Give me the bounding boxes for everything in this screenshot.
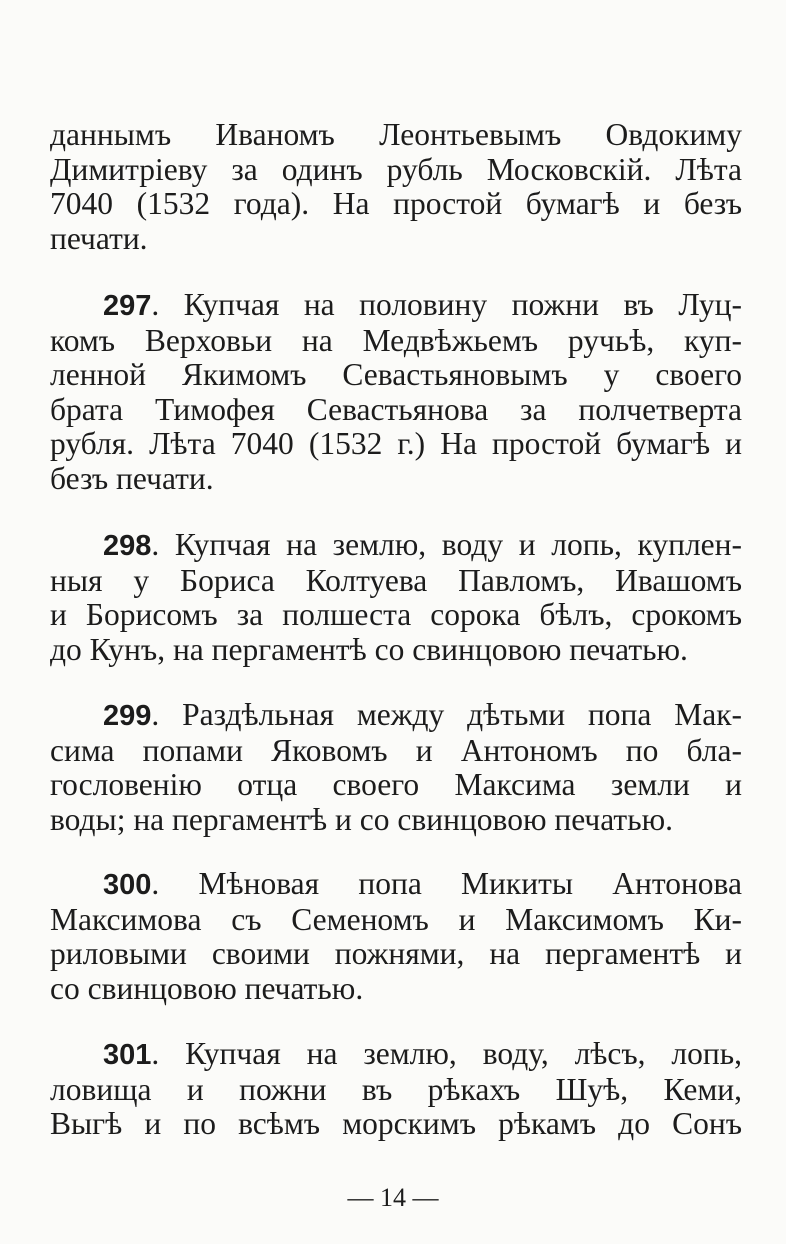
entry-text: . Мѣновая попа Микиты Антонова (151, 866, 742, 901)
text-line: риловыми своими пожнями, на пергаментѣ и (50, 936, 742, 971)
entry-299 (50, 698, 742, 837)
text-line: Максимова съ Семеномъ и Максимомъ Ки- (50, 901, 742, 937)
text-line: воды; на пергаментѣ и со свинцовою печатью. (50, 801, 673, 837)
entry-number: 298 (103, 530, 152, 562)
entry-first-line (50, 698, 742, 734)
text-line: 7040 (1532 года). На простой бумагѣ и безъ (50, 186, 742, 221)
entry-first-line (50, 528, 742, 564)
text-line: Димитріеву за одинъ рубль Московскій. Лѣта (50, 151, 742, 187)
text-line: сима попами Яковомъ и Антономъ по бла- (50, 732, 742, 768)
text-line: безъ печати. (50, 460, 214, 496)
text-line: ловища и пожни въ рѣкахъ Шуѣ, Кеми, (50, 1071, 742, 1107)
entry-number: 297 (103, 290, 152, 322)
text-line: ленной Якимомъ Севастьяновымъ у своего (50, 357, 742, 392)
text-line: даннымъ Иваномъ Леонтьевымъ Овдокиму (50, 117, 742, 152)
text-line: рубля. Лѣта 7040 (1532 г.) На простой бумагѣ и (50, 426, 742, 461)
text-line: комъ Верховьи на Медвѣжьемъ ручьѣ, куп- (50, 322, 742, 358)
entry-301 (50, 1037, 742, 1142)
entry-text: . Купчая на землю, воду и лопь, куплен- (151, 527, 742, 562)
entry-number: 300 (103, 869, 152, 901)
text-line: и Борисомъ за полшеста сорока бѣлъ, срокомъ (50, 597, 742, 632)
entry-text: . Раздѣльная между дѣтьми попа Мак- (151, 697, 742, 732)
text-line: со свинцовою печатью. (50, 970, 364, 1006)
entry-first-line (50, 867, 742, 903)
text-line: до Кунъ, на пергаментѣ со свинцовою печатью. (50, 631, 688, 667)
text-line: гословенію отца своего Максима земли и (50, 767, 742, 802)
continuation-paragraph (50, 118, 742, 256)
entry-text: . Купчая на землю, воду, лѣсъ, лопь, (151, 1036, 742, 1071)
text-line: Выгѣ и по всѣмъ морскимъ рѣкамъ до Сонъ (50, 1106, 742, 1141)
entry-298 (50, 528, 742, 667)
entry-first-line (50, 288, 742, 324)
text-line: ныя у Бориса Колтуева Павломъ, Ивашомъ (50, 562, 742, 598)
entry-297 (50, 288, 742, 496)
entry-text: . Купчая на половину пожни въ Луц- (151, 287, 742, 322)
text-line: печати. (50, 220, 148, 256)
entry-first-line (50, 1037, 742, 1073)
entry-300 (50, 867, 742, 1006)
page-number: — 14 — (347, 1183, 439, 1212)
entry-number: 299 (103, 700, 152, 732)
text-line: брата Тимофея Севастьянова за полчетверта (50, 391, 742, 427)
entry-number: 301 (103, 1039, 152, 1071)
